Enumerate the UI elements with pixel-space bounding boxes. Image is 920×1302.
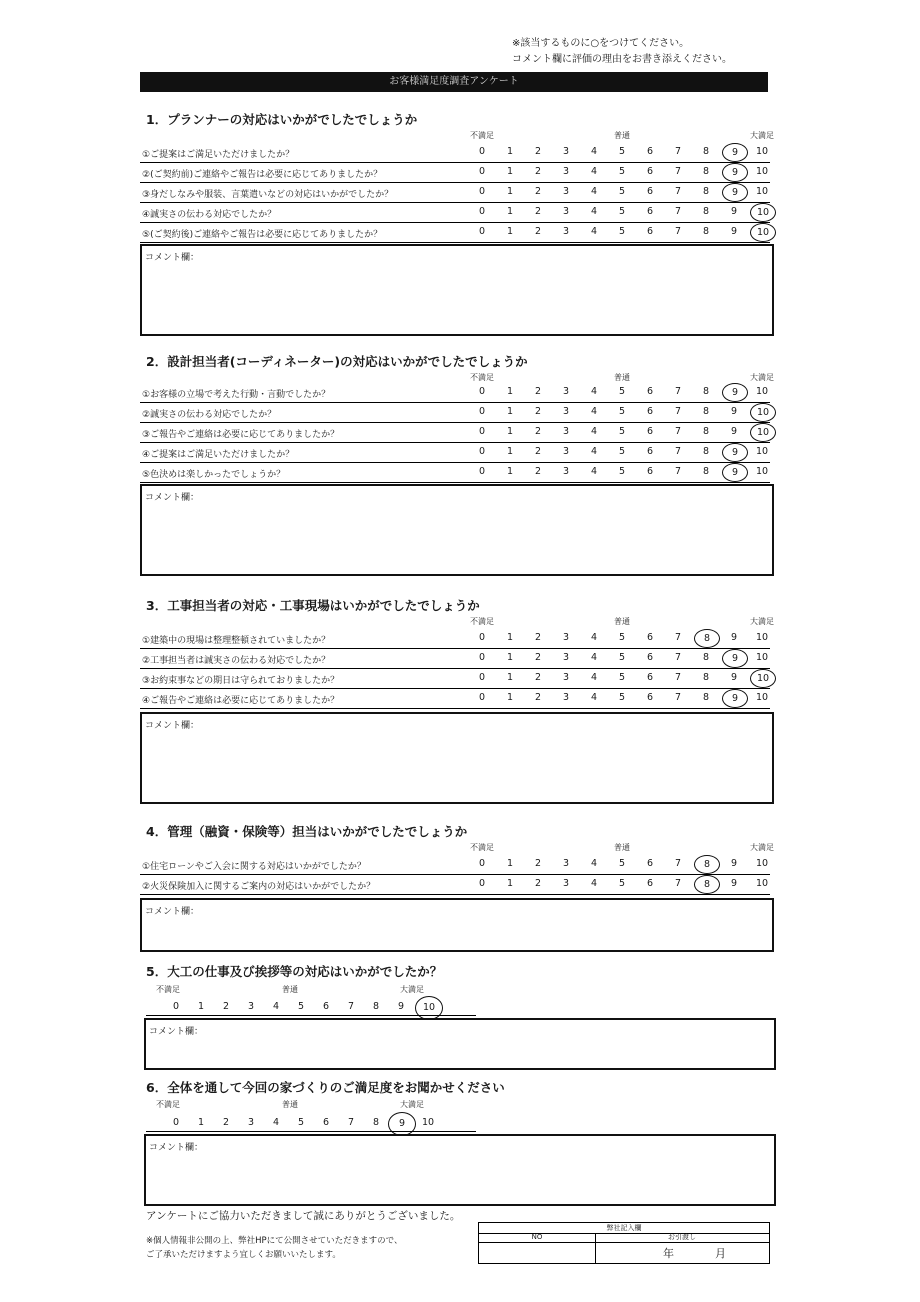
- section-6-label-low: 不満足: [156, 1100, 180, 1109]
- rating-option-9[interactable]: 9: [730, 858, 738, 869]
- rating-option-7[interactable]: 7: [674, 226, 682, 237]
- rating-option-0[interactable]: 0: [478, 186, 486, 197]
- rating-option-2[interactable]: 2: [222, 1001, 230, 1012]
- section-3-heading: 3．工事担当者の対応・工事現場はいかがでしたでしょうか: [146, 598, 480, 613]
- rating-option-8[interactable]: 8: [372, 1001, 380, 1012]
- rating-option-3[interactable]: 3: [562, 878, 570, 889]
- section-5-label-low: 不満足: [156, 985, 180, 994]
- rating-option-7[interactable]: 7: [674, 692, 682, 703]
- question-row: [140, 668, 770, 689]
- question-text: ①お客様の立場で考えた行動・言動でしたか？: [142, 390, 331, 400]
- rating-option-1[interactable]: 1: [506, 446, 514, 457]
- rating-option-1[interactable]: 1: [506, 166, 514, 177]
- rating-option-4[interactable]: 4: [590, 186, 598, 197]
- rating-option-7[interactable]: 7: [674, 206, 682, 217]
- rating-option-3[interactable]: 3: [562, 466, 570, 477]
- rating-selected-9[interactable]: 9: [722, 183, 748, 202]
- section-6-scale-line: [146, 1131, 476, 1132]
- rating-option-2[interactable]: 2: [534, 206, 542, 217]
- rating-option-3[interactable]: 3: [247, 1117, 255, 1128]
- question-text: ③身だしなみや服装、言葉遣いなどの対応はいかがでしたか？: [142, 190, 394, 200]
- section-5-heading: 5．大工の仕事及び挨拶等の対応はいかがでしたか？: [146, 964, 443, 979]
- rating-option-6[interactable]: 6: [646, 146, 654, 157]
- rating-option-10[interactable]: 10: [755, 632, 769, 643]
- rating-option-4[interactable]: 4: [272, 1001, 280, 1012]
- rating-option-2[interactable]: 2: [534, 186, 542, 197]
- rating-option-9[interactable]: 9: [730, 226, 738, 237]
- rating-option-5[interactable]: 5: [297, 1001, 305, 1012]
- privacy-note-2: ご了承いただけますよう宜しくお願いいたします。: [146, 1250, 341, 1260]
- question-text: ④誠実さの伝わる対応でしたか？: [142, 210, 277, 220]
- rating-option-0[interactable]: 0: [478, 632, 486, 643]
- rating-option-4[interactable]: 4: [590, 858, 598, 869]
- section-2-label-low: 不満足: [470, 373, 494, 382]
- rating-selected-9[interactable]: 9: [722, 649, 748, 668]
- rating-selected-10[interactable]: 10: [750, 669, 776, 688]
- section-3-label-mid: 普通: [614, 617, 630, 626]
- rating-option-7[interactable]: 7: [674, 186, 682, 197]
- rating-option-3[interactable]: 3: [562, 406, 570, 417]
- rating-option-0[interactable]: 0: [478, 692, 486, 703]
- rating-option-5[interactable]: 5: [618, 446, 626, 457]
- section-2-comment-box[interactable]: [140, 484, 774, 576]
- rating-option-10[interactable]: 10: [755, 466, 769, 477]
- question-row: [140, 874, 770, 895]
- rating-option-6[interactable]: 6: [646, 632, 654, 643]
- rating-option-5[interactable]: 5: [618, 858, 626, 869]
- question-text: ④ご報告やご連絡は必要に応じてありましたか？: [142, 696, 340, 706]
- rating-option-1[interactable]: 1: [506, 466, 514, 477]
- rating-option-6[interactable]: 6: [646, 466, 654, 477]
- month-label: 月: [715, 1247, 726, 1260]
- rating-option-4[interactable]: 4: [590, 226, 598, 237]
- rating-option-10[interactable]: 10: [755, 652, 769, 663]
- section-2-label-high: 大満足: [750, 373, 774, 382]
- question-text: ②火災保険加入に関するご案内の対応はいかがでしたか？: [142, 882, 376, 892]
- section-1-label-high: 大満足: [750, 131, 774, 140]
- section-6-label-high: 大満足: [400, 1100, 424, 1109]
- question-row: [140, 854, 770, 875]
- rating-option-9[interactable]: 9: [397, 1001, 405, 1012]
- rating-option-10[interactable]: 10: [755, 858, 769, 869]
- rating-option-3[interactable]: 3: [562, 146, 570, 157]
- rating-option-9[interactable]: 9: [730, 632, 738, 643]
- rating-option-5[interactable]: 5: [618, 672, 626, 683]
- rating-option-0[interactable]: 0: [478, 226, 486, 237]
- section-5-label-high: 大満足: [400, 985, 424, 994]
- question-row: [140, 442, 770, 463]
- rating-option-8[interactable]: 8: [702, 426, 710, 437]
- section-4-label-mid: 普通: [614, 843, 630, 852]
- section-4-label-high: 大満足: [750, 843, 774, 852]
- rating-option-6[interactable]: 6: [646, 206, 654, 217]
- rating-option-8[interactable]: 8: [702, 466, 710, 477]
- rating-option-5[interactable]: 5: [618, 632, 626, 643]
- section-2-heading: 2．設計担当者(コーディネーター)の対応はいかがでしたでしょうか: [146, 354, 528, 369]
- rating-option-7[interactable]: 7: [674, 426, 682, 437]
- rating-option-0[interactable]: 0: [478, 206, 486, 217]
- rating-option-1[interactable]: 1: [506, 386, 514, 397]
- section-5-comment-box[interactable]: [144, 1018, 776, 1070]
- instruction-note-1: ※該当するものに○をつけてください。: [512, 38, 690, 49]
- question-row: [140, 422, 770, 443]
- question-text: ②工事担当者は誠実さの伝わる対応でしたか？: [142, 656, 331, 666]
- rating-option-7[interactable]: 7: [674, 672, 682, 683]
- rating-option-1[interactable]: 1: [506, 672, 514, 683]
- rating-option-6[interactable]: 6: [322, 1001, 330, 1012]
- rating-option-8[interactable]: 8: [702, 226, 710, 237]
- rating-option-0[interactable]: 0: [172, 1117, 180, 1128]
- office-use-box: [478, 1222, 770, 1264]
- rating-option-8[interactable]: 8: [702, 186, 710, 197]
- question-row: [140, 202, 770, 223]
- rating-option-5[interactable]: 5: [618, 878, 626, 889]
- office-divider: [595, 1242, 596, 1263]
- rating-option-7[interactable]: 7: [674, 166, 682, 177]
- rating-option-7[interactable]: 7: [674, 632, 682, 643]
- rating-option-0[interactable]: 0: [478, 446, 486, 457]
- rating-option-1[interactable]: 1: [506, 878, 514, 889]
- office-use-columns: [479, 1233, 769, 1243]
- rating-option-0[interactable]: 0: [478, 652, 486, 663]
- rating-option-9[interactable]: 9: [730, 426, 738, 437]
- rating-option-7[interactable]: 7: [674, 146, 682, 157]
- rating-option-5[interactable]: 5: [618, 186, 626, 197]
- rating-option-6[interactable]: 6: [646, 858, 654, 869]
- rating-option-5[interactable]: 5: [618, 386, 626, 397]
- rating-option-0[interactable]: 0: [478, 426, 486, 437]
- rating-option-3[interactable]: 3: [562, 386, 570, 397]
- rating-selected-10[interactable]: 10: [750, 203, 776, 222]
- rating-selected-10[interactable]: 10: [415, 996, 443, 1020]
- rating-option-7[interactable]: 7: [674, 652, 682, 663]
- rating-option-8[interactable]: 8: [702, 692, 710, 703]
- rating-option-4[interactable]: 4: [590, 466, 598, 477]
- rating-option-7[interactable]: 7: [674, 466, 682, 477]
- rating-option-2[interactable]: 2: [534, 386, 542, 397]
- rating-option-0[interactable]: 0: [478, 672, 486, 683]
- question-text: ②誠実さの伝わる対応でしたか？: [142, 410, 277, 420]
- rating-option-4[interactable]: 4: [590, 426, 598, 437]
- section-3-comment-box[interactable]: [140, 712, 774, 804]
- rating-option-4[interactable]: 4: [590, 446, 598, 457]
- question-row: [140, 162, 770, 183]
- comment-label: コメント欄：: [145, 253, 200, 263]
- rating-selected-9[interactable]: 9: [388, 1112, 416, 1136]
- rating-option-5[interactable]: 5: [618, 426, 626, 437]
- rating-option-3[interactable]: 3: [562, 632, 570, 643]
- rating-option-2[interactable]: 2: [534, 166, 542, 177]
- rating-option-10[interactable]: 10: [755, 692, 769, 703]
- rating-option-4[interactable]: 4: [590, 672, 598, 683]
- rating-option-3[interactable]: 3: [247, 1001, 255, 1012]
- rating-selected-8[interactable]: 8: [694, 855, 720, 874]
- rating-option-4[interactable]: 4: [590, 878, 598, 889]
- section-2-label-mid: 普通: [614, 373, 630, 382]
- question-text: ④ご提案はご満足いただけましたか？: [142, 450, 295, 460]
- rating-option-0[interactable]: 0: [478, 878, 486, 889]
- rating-option-4[interactable]: 4: [590, 406, 598, 417]
- rating-option-2[interactable]: 2: [534, 426, 542, 437]
- rating-option-10[interactable]: 10: [755, 146, 769, 157]
- rating-option-1[interactable]: 1: [506, 186, 514, 197]
- rating-option-8[interactable]: 8: [702, 652, 710, 663]
- question-text: ⑤(ご契約後)ご連絡やご報告は必要に応じてありましたか？: [142, 230, 383, 240]
- rating-selected-10[interactable]: 10: [750, 403, 776, 422]
- rating-option-5[interactable]: 5: [618, 466, 626, 477]
- rating-option-1[interactable]: 1: [506, 632, 514, 643]
- section-4-comment-box[interactable]: [140, 898, 774, 952]
- question-row: [140, 402, 770, 423]
- rating-selected-10[interactable]: 10: [750, 423, 776, 442]
- rating-option-1[interactable]: 1: [506, 146, 514, 157]
- rating-option-10[interactable]: 10: [755, 166, 769, 177]
- rating-option-1[interactable]: 1: [197, 1001, 205, 1012]
- rating-option-1[interactable]: 1: [506, 858, 514, 869]
- rating-selected-9[interactable]: 9: [722, 689, 748, 708]
- rating-option-9[interactable]: 9: [730, 206, 738, 217]
- comment-label: コメント欄：: [145, 493, 200, 503]
- rating-option-1[interactable]: 1: [506, 406, 514, 417]
- comment-label: コメント欄：: [149, 1027, 204, 1037]
- rating-option-3[interactable]: 3: [562, 858, 570, 869]
- rating-option-9[interactable]: 9: [730, 406, 738, 417]
- section-6-label-mid: 普通: [282, 1100, 298, 1109]
- rating-option-7[interactable]: 7: [674, 858, 682, 869]
- rating-option-7[interactable]: 7: [347, 1117, 355, 1128]
- question-row: [140, 628, 770, 649]
- rating-selected-8[interactable]: 8: [694, 875, 720, 894]
- rating-option-6[interactable]: 6: [646, 446, 654, 457]
- question-row: [140, 688, 770, 709]
- question-row: [140, 142, 770, 163]
- section-3-label-high: 大満足: [750, 617, 774, 626]
- rating-option-8[interactable]: 8: [702, 206, 710, 217]
- rating-option-1[interactable]: 1: [506, 426, 514, 437]
- rating-option-5[interactable]: 5: [618, 166, 626, 177]
- rating-option-4[interactable]: 4: [590, 632, 598, 643]
- rating-option-5[interactable]: 5: [618, 206, 626, 217]
- rating-option-4[interactable]: 4: [590, 146, 598, 157]
- question-row: [140, 648, 770, 669]
- privacy-note-1: ※個人情報非公開の上、弊社HPにて公開させていただきますので、: [146, 1236, 403, 1246]
- survey-title-bar: お客様満足度調査アンケート: [140, 72, 768, 92]
- rating-option-1[interactable]: 1: [506, 692, 514, 703]
- question-text: ③ご報告やご連絡は必要に応じてありましたか？: [142, 430, 340, 440]
- section-1-label-low: 不満足: [470, 131, 494, 140]
- rating-option-0[interactable]: 0: [478, 466, 486, 477]
- comment-label: コメント欄：: [145, 907, 200, 917]
- rating-option-6[interactable]: 6: [646, 426, 654, 437]
- rating-option-8[interactable]: 8: [702, 406, 710, 417]
- rating-selected-9[interactable]: 9: [722, 163, 748, 182]
- rating-option-4[interactable]: 4: [590, 166, 598, 177]
- section-3-label-low: 不満足: [470, 617, 494, 626]
- rating-selected-9[interactable]: 9: [722, 383, 748, 402]
- section-1-comment-box[interactable]: [140, 244, 774, 336]
- section-5-scale-line: [146, 1015, 476, 1016]
- rating-option-5[interactable]: 5: [618, 226, 626, 237]
- section-6-heading: 6．全体を通して今回の家づくりのご満足度をお聞かせください: [146, 1080, 505, 1095]
- rating-option-7[interactable]: 7: [674, 878, 682, 889]
- rating-option-6[interactable]: 6: [646, 878, 654, 889]
- question-text: ①ご提案はご満足いただけましたか？: [142, 150, 295, 160]
- question-text: ②(ご契約前)ご連絡やご報告は必要に応じてありましたか？: [142, 170, 383, 180]
- rating-option-2[interactable]: 2: [534, 226, 542, 237]
- section-5-label-mid: 普通: [282, 985, 298, 994]
- rating-option-1[interactable]: 1: [197, 1117, 205, 1128]
- rating-option-5[interactable]: 5: [297, 1117, 305, 1128]
- rating-option-1[interactable]: 1: [506, 652, 514, 663]
- question-row: [140, 182, 770, 203]
- rating-option-8[interactable]: 8: [702, 166, 710, 177]
- section-6-comment-box[interactable]: [144, 1134, 776, 1206]
- rating-option-7[interactable]: 7: [674, 386, 682, 397]
- instruction-note-2: コメント欄に評価の理由をお書き添えください。: [512, 54, 732, 65]
- rating-option-5[interactable]: 5: [618, 652, 626, 663]
- rating-option-5[interactable]: 5: [618, 692, 626, 703]
- rating-selected-9[interactable]: 9: [722, 463, 748, 482]
- rating-option-3[interactable]: 3: [562, 672, 570, 683]
- rating-option-1[interactable]: 1: [506, 206, 514, 217]
- rating-option-8[interactable]: 8: [702, 386, 710, 397]
- rating-option-7[interactable]: 7: [347, 1001, 355, 1012]
- rating-option-2[interactable]: 2: [534, 146, 542, 157]
- rating-option-2[interactable]: 2: [534, 406, 542, 417]
- rating-option-3[interactable]: 3: [562, 652, 570, 663]
- rating-option-6[interactable]: 6: [646, 652, 654, 663]
- rating-option-3[interactable]: 3: [562, 446, 570, 457]
- rating-option-0[interactable]: 0: [478, 166, 486, 177]
- rating-option-10[interactable]: 10: [755, 446, 769, 457]
- section-4-heading: 4．管理（融資・保険等）担当はいかがでしたでしょうか: [146, 824, 468, 839]
- rating-option-10[interactable]: 10: [755, 386, 769, 397]
- question-text: ①住宅ローンやご入会に関する対応はいかがでしたか？: [142, 862, 366, 872]
- rating-option-2[interactable]: 2: [534, 632, 542, 643]
- rating-option-9[interactable]: 9: [730, 672, 738, 683]
- rating-option-0[interactable]: 0: [478, 146, 486, 157]
- rating-option-3[interactable]: 3: [562, 426, 570, 437]
- rating-option-1[interactable]: 1: [506, 226, 514, 237]
- rating-option-6[interactable]: 6: [646, 692, 654, 703]
- rating-option-6[interactable]: 6: [646, 186, 654, 197]
- rating-option-3[interactable]: 3: [562, 692, 570, 703]
- question-row: [140, 462, 770, 483]
- rating-option-10[interactable]: 10: [421, 1117, 435, 1128]
- rating-option-7[interactable]: 7: [674, 446, 682, 457]
- rating-selected-8[interactable]: 8: [694, 629, 720, 648]
- rating-option-2[interactable]: 2: [534, 672, 542, 683]
- thanks-text: アンケートにご協力いただきまして誠にありがとうございました。: [146, 1210, 461, 1222]
- rating-option-3[interactable]: 3: [562, 206, 570, 217]
- section-4-label-low: 不満足: [470, 843, 494, 852]
- rating-option-5[interactable]: 5: [618, 146, 626, 157]
- rating-option-3[interactable]: 3: [562, 186, 570, 197]
- rating-option-0[interactable]: 0: [172, 1001, 180, 1012]
- office-delivery-label: お引渡し: [668, 1233, 696, 1241]
- comment-label: コメント欄：: [145, 721, 200, 731]
- rating-option-5[interactable]: 5: [618, 406, 626, 417]
- rating-option-8[interactable]: 8: [702, 672, 710, 683]
- rating-option-6[interactable]: 6: [646, 166, 654, 177]
- question-text: ③お約束事などの期日は守られておりましたか？: [142, 676, 340, 686]
- rating-option-2[interactable]: 2: [534, 466, 542, 477]
- rating-option-6[interactable]: 6: [646, 386, 654, 397]
- rating-option-10[interactable]: 10: [755, 186, 769, 197]
- rating-selected-9[interactable]: 9: [722, 443, 748, 462]
- rating-option-3[interactable]: 3: [562, 166, 570, 177]
- rating-option-4[interactable]: 4: [590, 206, 598, 217]
- rating-option-2[interactable]: 2: [534, 692, 542, 703]
- office-use-header: 弊社記入欄: [479, 1223, 769, 1234]
- rating-option-6[interactable]: 6: [322, 1117, 330, 1128]
- rating-option-3[interactable]: 3: [562, 226, 570, 237]
- rating-option-4[interactable]: 4: [590, 652, 598, 663]
- rating-option-0[interactable]: 0: [478, 406, 486, 417]
- rating-option-0[interactable]: 0: [478, 386, 486, 397]
- rating-option-4[interactable]: 4: [272, 1117, 280, 1128]
- comment-label: コメント欄：: [149, 1143, 204, 1153]
- question-row: [140, 222, 770, 243]
- rating-option-2[interactable]: 2: [534, 858, 542, 869]
- rating-option-7[interactable]: 7: [674, 406, 682, 417]
- rating-option-2[interactable]: 2: [534, 652, 542, 663]
- rating-option-8[interactable]: 8: [702, 446, 710, 457]
- rating-option-8[interactable]: 8: [372, 1117, 380, 1128]
- rating-option-8[interactable]: 8: [702, 146, 710, 157]
- rating-option-2[interactable]: 2: [534, 878, 542, 889]
- section-1-heading: 1．プランナーの対応はいかがでしたでしょうか: [146, 112, 418, 127]
- rating-option-10[interactable]: 10: [755, 878, 769, 889]
- rating-option-6[interactable]: 6: [646, 672, 654, 683]
- rating-option-4[interactable]: 4: [590, 692, 598, 703]
- question-row: [140, 382, 770, 403]
- question-text: ①建築中の現場は整理整頓されていましたか？: [142, 636, 331, 646]
- rating-option-2[interactable]: 2: [534, 446, 542, 457]
- rating-option-4[interactable]: 4: [590, 386, 598, 397]
- rating-option-6[interactable]: 6: [646, 226, 654, 237]
- year-label: 年: [663, 1247, 674, 1260]
- section-1-label-mid: 普通: [614, 131, 630, 140]
- rating-option-9[interactable]: 9: [730, 878, 738, 889]
- rating-option-6[interactable]: 6: [646, 406, 654, 417]
- office-no-label: NO: [479, 1233, 596, 1242]
- rating-option-2[interactable]: 2: [222, 1117, 230, 1128]
- rating-selected-10[interactable]: 10: [750, 223, 776, 242]
- rating-option-0[interactable]: 0: [478, 858, 486, 869]
- question-text: ⑤色決めは楽しかったでしょうか？: [142, 470, 286, 480]
- rating-selected-9[interactable]: 9: [722, 143, 748, 162]
